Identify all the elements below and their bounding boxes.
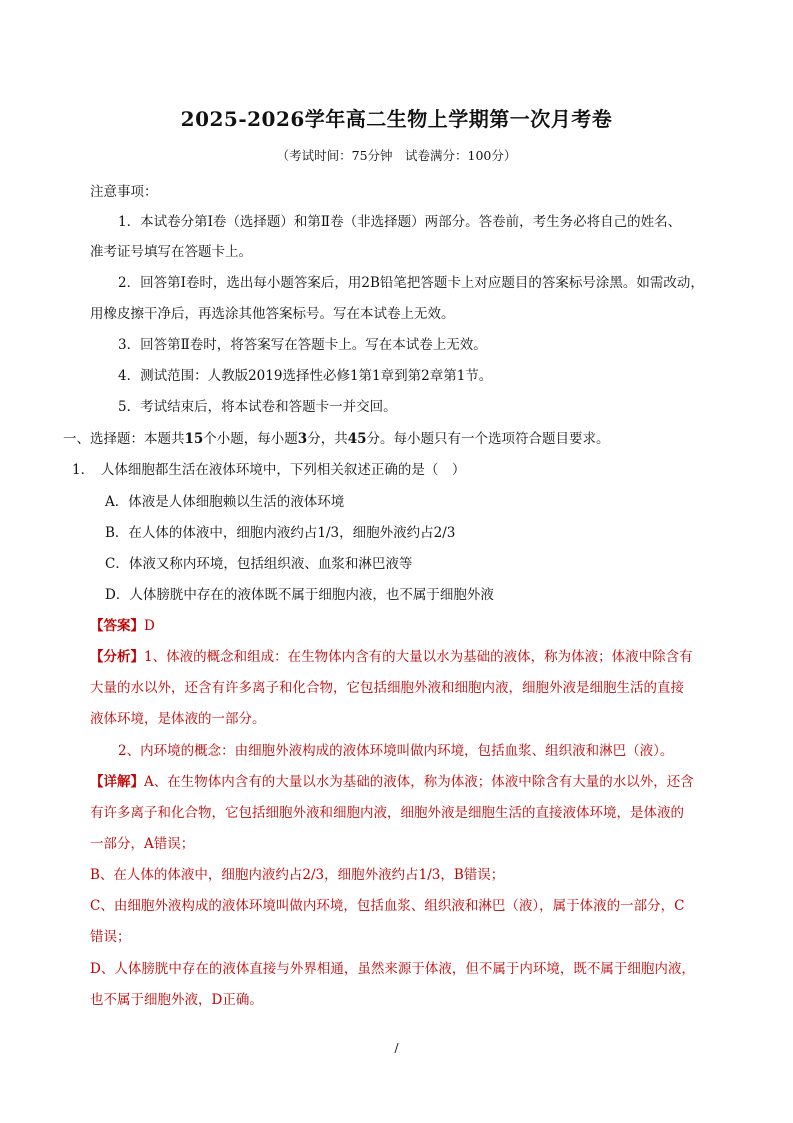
question-count: 15 xyxy=(184,431,204,447)
detail-line-8: 也不属于细胞外液，D正确。 xyxy=(90,992,263,1008)
total-points: 45 xyxy=(347,431,367,447)
note-item-1-line-1: 1．本试卷分第Ⅰ卷（选择题）和第Ⅱ卷（非选择题）两部分。答卷前，考生务必将自己的姓名、 xyxy=(118,214,682,230)
note-item-2-line-1: 2．回答第Ⅰ卷时，选出每小题答案后，用2B铅笔把答题卡上对应题目的答案标号涂黑。如需改动， xyxy=(118,275,704,291)
option-b: B．在人体的体液中，细胞内液约占1/3，细胞外液约占2/3 xyxy=(105,525,456,541)
note-item-2-line-2: 用橡皮擦干净后，再选涂其他答案标号。写在本试卷上无效。 xyxy=(90,306,455,322)
notes-heading: 注意事项： xyxy=(90,184,158,200)
section-heading-part-2: 个小题，每小题 xyxy=(203,431,298,447)
detail-line-7: D、人体膀胱中存在的液体直接与外界相通，虽然来源于体液，但不属于内环境，既不属于细胞内液， xyxy=(90,961,695,977)
detail-line-1 xyxy=(90,770,730,790)
page-title: 2025-2026学年高二生物上学期第一次月考卷 xyxy=(180,107,613,131)
section-heading-part-4: 分。每小题只有一个选项符合题目要求。 xyxy=(366,431,610,447)
detail-line-5: C、由细胞外液构成的液体环境叫做内环境，包括血浆、组织液和淋巴（液），属于体液的一部分，C xyxy=(90,898,685,914)
note-item-4: 4．测试范围：人教版2019选择性必修1第1章到第2章第1节。 xyxy=(118,368,493,384)
answer-value: D xyxy=(144,618,155,634)
analysis-text-1: 1、体液的概念和组成：在生物体内含有的大量以水为基础的液体，称为体液；体液中除含有 xyxy=(144,649,693,665)
option-a: A．体液是人体细胞赖以生活的液体环境 xyxy=(105,494,345,510)
note-item-1-line-2: 准考证号填写在答题卡上。 xyxy=(90,244,252,260)
option-c: C．体液又称内环境，包括组织液、血浆和淋巴液等 xyxy=(105,556,413,572)
page-number: / xyxy=(394,1041,399,1055)
section-heading-part-3: 分，共 xyxy=(307,431,348,447)
analysis-line-2: 大量的水以外，还含有许多离子和化合物，它包括细胞外液和细胞内液，细胞外液是细胞生活的直接 xyxy=(90,680,684,696)
detail-line-3: 一部分，A错误； xyxy=(90,836,195,852)
detail-line-4: B、在人体的体液中，细胞内液约占2/3，细胞外液约占1/3，B错误； xyxy=(90,867,505,883)
note-item-5: 5．考试结束后，将本试卷和答题卡一并交回。 xyxy=(118,399,397,415)
detail-text-1: A、在生物体内含有的大量以水为基础的液体，称为体液；体液中除含有大量的水以外，还含 xyxy=(144,774,694,790)
section-heading-part-1: 一、选择题：本题共 xyxy=(63,431,185,447)
detail-tag: 【详解】 xyxy=(90,774,144,790)
analysis-line-3: 液体环境，是体液的一部分。 xyxy=(90,711,266,727)
answer-tag: 【答案】 xyxy=(90,618,144,634)
detail-line-6: 错误； xyxy=(90,929,131,945)
question-stem: 1． 人体细胞都生活在液体环境中，下列相关叙述正确的是（ ） xyxy=(72,462,466,478)
exam-info: （考试时间：75分钟 试卷满分：100分） xyxy=(276,148,517,163)
option-d: D．人体膀胱中存在的液体既不属于细胞内液，也不属于细胞外液 xyxy=(105,587,494,603)
analysis-line-1 xyxy=(90,645,730,665)
analysis-tag: 【分析】 xyxy=(90,649,144,665)
analysis-line-4: 2、内环境的概念：由细胞外液构成的液体环境叫做内环境，包括血浆、组织液和淋巴（液）。 xyxy=(118,743,674,759)
points-per-question: 3 xyxy=(297,431,308,447)
section-heading xyxy=(63,427,703,447)
detail-line-2: 有许多离子和化合物，它包括细胞外液和细胞内液，细胞外液是细胞生活的直接液体环境，是体液的 xyxy=(90,805,684,821)
answer-line xyxy=(90,614,730,634)
note-item-3: 3．回答第Ⅱ卷时，将答案写在答题卡上。写在本试卷上无效。 xyxy=(118,337,487,353)
